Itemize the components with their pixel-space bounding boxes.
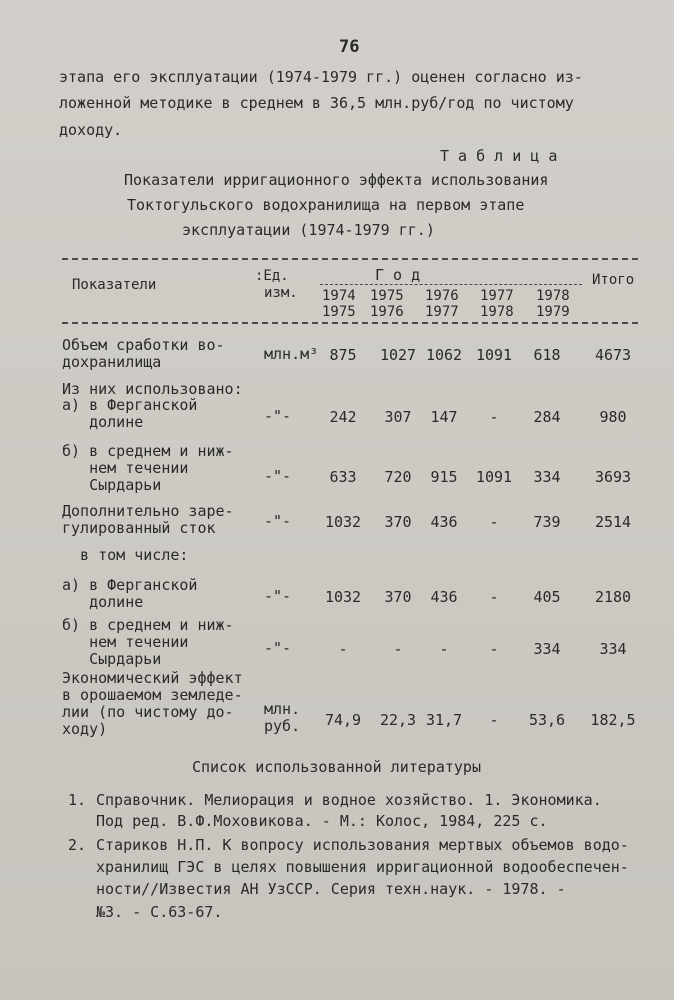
table-title-line: эксплуатации (1974-1979 гг.) (182, 221, 435, 239)
table-cell-value: - (338, 640, 348, 658)
intro-line: доходу. (59, 121, 123, 139)
table-row-label: а) в Ферганской долине (62, 576, 198, 611)
reference-line: Стариков Н.П. К вопросу использования мертвых объемов водо- (96, 836, 629, 854)
table-cell-value: - (489, 513, 499, 531)
table-row-label: Из них использовано: (62, 380, 243, 398)
header-unit-line2: изм. (264, 285, 298, 301)
reference-line: Справочник. Мелиорация и водное хозяйство. 1. Экономика. (96, 791, 602, 809)
table-row-label: б) в среднем и ниж- нем течении Сырдарьи (62, 616, 234, 668)
table-cell-value: 720 (384, 468, 412, 486)
intro-line: ложенной методике в среднем в 36,5 млн.руб/год по чистому (59, 94, 574, 112)
intro-line: этапа его эксплуатации (1974-1979 гг.) оценен согласно из- (59, 68, 583, 86)
header-year-group: Г о д (375, 266, 421, 284)
table-cell-value: 284 (533, 408, 561, 426)
table-cell-value: - (439, 640, 449, 658)
reference-line: Под ред. В.Ф.Моховикова. - М.: Колос, 1984, 225 с. (96, 812, 548, 830)
table-cell-total: 2514 (594, 513, 632, 531)
header-year-bottom: 1977 (425, 304, 459, 320)
table-cell-value: 875 (329, 346, 357, 364)
table-row-unit: -"- (264, 639, 292, 657)
table-row-unit: -"- (264, 467, 292, 485)
table-row-label: Дополнительно заре- гулированный сток (62, 502, 234, 537)
table-cell-total: 2180 (594, 588, 632, 606)
header-indicators: Показатели (72, 277, 157, 293)
table-row-label: б) в среднем и ниж- нем течении Сырдарьи (62, 442, 234, 494)
header-year-top: 1976 (425, 288, 459, 304)
table-row-label: а) в Ферганской долине (62, 396, 198, 431)
table-cell-value: 618 (533, 346, 561, 364)
table-row-label: Экономический эффект в орошаемом земледе- лии (по чистому до- ходу) (62, 669, 243, 738)
table-cell-value: 22,3 (379, 711, 417, 729)
header-year-top: 1977 (480, 288, 514, 304)
table-cell-value: - (489, 588, 499, 606)
table-cell-value: 370 (384, 588, 412, 606)
header-bottom-rule (62, 322, 638, 324)
table-cell-total: 3693 (594, 468, 632, 486)
table-cell-value: - (489, 408, 499, 426)
table-cell-value: 436 (430, 588, 458, 606)
header-year-top: 1975 (370, 288, 404, 304)
table-cell-value: 147 (430, 408, 458, 426)
table-row-unit: млн. руб. (264, 700, 301, 735)
table-title-line: Токтогульского водохранилища на первом этапе (127, 196, 525, 214)
table-cell-total: 182,5 (590, 711, 636, 729)
table-cell-value: 436 (430, 513, 458, 531)
table-cell-value: 31,7 (425, 711, 463, 729)
table-cell-total: 334 (599, 640, 627, 658)
table-cell-value: 405 (533, 588, 561, 606)
table-cell-total: 980 (599, 408, 627, 426)
table-cell-value: 1032 (324, 588, 362, 606)
table-cell-value: 74,9 (324, 711, 362, 729)
page-number: 76 (339, 37, 360, 57)
table-cell-value: 1027 (379, 346, 417, 364)
table-cell-value: 739 (533, 513, 561, 531)
table-cell-value: 242 (329, 408, 357, 426)
table-label: Т а б л и ц а (440, 147, 558, 165)
table-cell-value: 53,6 (528, 711, 566, 729)
table-cell-value: 1032 (324, 513, 362, 531)
table-cell-value: 915 (430, 468, 458, 486)
table-cell-value: - (489, 711, 499, 729)
reference-line: №3. - С.63-67. (96, 903, 223, 921)
table-row-label: Объем сработки во- дохранилища (62, 336, 225, 371)
header-year-bottom: 1975 (322, 304, 356, 320)
table-row-unit: -"- (264, 407, 292, 425)
table-cell-value: 633 (329, 468, 357, 486)
table-cell-value: 307 (384, 408, 412, 426)
table-row-label: в том числе: (62, 546, 189, 564)
reference-number: 2. (68, 836, 87, 854)
table-row-unit: млн.м³ (264, 345, 319, 363)
table-cell-value: 334 (533, 468, 561, 486)
table-cell-value: 370 (384, 513, 412, 531)
table-cell-value: 1091 (475, 346, 513, 364)
table-cell-value: - (489, 640, 499, 658)
header-year-bottom: 1976 (370, 304, 404, 320)
table-cell-value: 1091 (475, 468, 513, 486)
table-cell-total: 4673 (594, 346, 632, 364)
table-cell-value: 1062 (425, 346, 463, 364)
header-unit: :Ед. (255, 268, 289, 284)
reference-number: 1. (68, 791, 87, 809)
reference-line: ности//Известия АН УзССР. Серия техн.наук. - 1978. - (96, 880, 566, 898)
header-year-top: 1974 (322, 288, 356, 304)
table-title-line: Показатели ирригационного эффекта использования (124, 171, 549, 189)
header-year-bottom: 1978 (480, 304, 514, 320)
year-group-rule (320, 284, 582, 285)
table-row-unit: -"- (264, 587, 292, 605)
table-cell-value: 334 (533, 640, 561, 658)
references-title: Список использованной литературы (192, 758, 481, 776)
reference-line: хранилищ ГЭС в целях повышения ирригационной водообеспечен- (96, 858, 629, 876)
header-total: Итого (592, 272, 635, 288)
table-top-rule (62, 258, 638, 260)
header-year-top: 1978 (536, 288, 570, 304)
table-row-unit: -"- (264, 512, 292, 530)
table-cell-value: - (393, 640, 403, 658)
header-year-bottom: 1979 (536, 304, 570, 320)
